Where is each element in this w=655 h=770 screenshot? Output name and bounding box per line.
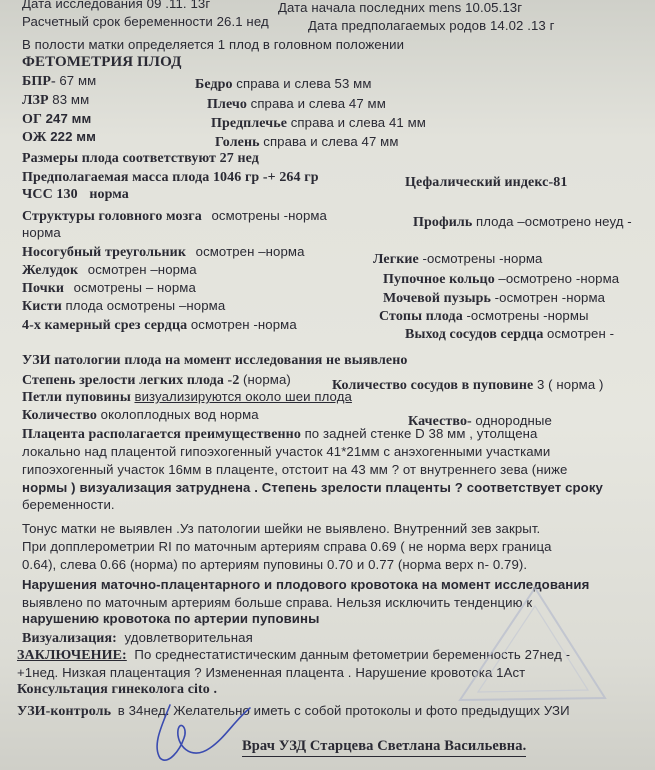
placenta-line-1 [22,425,537,443]
doctor-signature: Врач УЗД Старцева Светлана Васильевна. [242,738,526,757]
stomach-label: Желудок [22,263,79,278]
conclusion-line-1: По среднестатистическим данным фетометрии беременность 27нед - [134,647,571,662]
forearm-label: Предплечье [211,116,288,131]
stomach-value: осмотрен –норма [87,262,197,277]
heart-row [22,316,297,334]
visualization-value: удовлетворительная [124,630,253,645]
control-label: УЗИ-контроль [17,704,112,719]
shin-label: Голень [215,135,260,150]
cord-loops-value: визуализируются около шеи плода [134,389,352,404]
brain-label: Структуры головного мозга [22,209,202,224]
profile-continuation: норма [22,225,61,240]
fetometry-title: ФЕТОМЕТРИЯ ПЛОД [22,54,182,70]
fluid-quality-value: однородные [475,413,552,428]
cord-loops-row [22,388,352,406]
bladder-row [383,289,605,307]
hands-row [22,297,225,315]
placenta-location-label: Плацента располагается преимущественно [22,427,301,442]
ozh-value: 222 мм [50,129,96,144]
fluid-label: Количество [22,408,98,423]
uterus-line: В полости матки определяется 1 плод в головном положении [22,37,405,52]
umbilical-ring-value: –осмотрено -норма [498,271,620,286]
bpr-label: БПР- [22,74,56,89]
vessels-row [405,325,614,343]
hands-value: плода осмотрены –норма [65,298,226,313]
profile-label: Профиль [413,215,473,230]
feet-row [379,307,589,325]
lzr-label: ЛЗР [22,93,49,108]
kidneys-row [22,279,196,297]
bpr-value: 67 мм [59,73,97,88]
ozh-label: ОЖ [22,130,47,145]
fluid-quality-label: Качество- [408,414,472,429]
doppler-line-5: нарушению кровотока по артерии пуповины [22,611,320,626]
gynecologist-consult: Консультация гинеколога cito . [17,682,218,697]
lungs-row [373,250,542,268]
cord-vessels-row [332,376,604,394]
shoulder-value: справа и слева 47 мм [250,96,386,111]
mens-date: Дата начала последних mens 10.05.13г [278,0,523,15]
bladder-label: Мочевой пузырь [383,291,492,306]
og-row [22,110,91,128]
lung-maturity-label: Степень зрелости легких плода -2 [22,373,240,388]
femur-value: справа и слева 53 мм [236,76,372,91]
og-value: 247 мм [45,111,92,126]
forearm-value: справа и слева 41 мм [290,115,426,130]
bladder-value: -осмотрен -норма [494,290,606,305]
stomach-row [22,261,197,279]
doppler-line-3: Нарушения маточно-плацентарного и плодового кровотока на момент исследования [22,577,590,592]
stamp-outline [440,580,610,710]
fluid-row [22,406,259,424]
shoulder-label: Плечо [207,97,248,112]
uterus-tone: Тонус матки не выявлен .Уз патологии шейки не выявлено. Внутренний зев закрыт. [22,521,541,536]
bpr-row [22,72,96,90]
profile-row [413,213,632,231]
ozh-row [22,128,96,146]
nasolabial-row [22,243,305,261]
conclusion-line-2: +1нед. Низкая плацентация ? Измененная плацента . Нарушение кровотока 1Аст [17,665,526,680]
heart-value: осмотрен -норма [190,317,297,332]
estimated-weight: Предполагаемая масса плода 1046 гр -+ 264 гр [22,170,319,185]
cord-vessels-label: Количество сосудов в пуповине [332,378,534,393]
lung-maturity-value: (норма) [243,372,291,387]
handwritten-scribble [140,700,260,770]
doppler-line-1: При допплерометрии RI по маточным артериям справа 0.69 ( не норма верх граница [22,539,552,554]
heart-rate-row [22,186,129,203]
doppler-line-4: выявлено по маточным артериям больше справа. Нельзя исключить тенденцию к [22,595,533,610]
forearm-row [211,114,426,132]
exam-date: Дата исследования 09 .11. 13г [22,0,211,11]
brain-row [22,207,327,225]
due-date: Дата предполагаемых родов 14.02 .13 г [308,18,555,33]
umbilical-ring-row [383,270,619,288]
placenta-line-4: нормы ) визуализация затруднена . Степень зрелости плаценты ? соответствует сроку [22,480,603,495]
feet-value: -осмотрены -нормы [466,308,589,323]
lzr-value: 83 мм [52,92,90,107]
og-label: ОГ [22,112,42,127]
fluid-value: околоплодных вод норма [100,407,259,422]
visualization-label: Визуализация: [22,631,117,646]
shin-value: справа и слева 47 мм [263,134,399,149]
placenta-line-5: беременности. [22,497,115,512]
kidneys-label: Почки [22,281,65,296]
feet-label: Стопы плода [379,309,463,324]
placenta-location-value: по задней стенке D 38 мм , утолщена [304,426,538,441]
lung-maturity-row [22,371,291,389]
kidneys-value: осмотрены – норма [73,280,196,295]
umbilical-ring-label: Пупочное кольцо [383,272,495,287]
visualization-row [22,629,253,647]
hands-label: Кисти [22,299,62,314]
vessels-label: Выход сосудов сердца [405,327,544,342]
cord-loops-label: Петли пуповины [22,390,131,405]
placenta-line-3: гипоэхогенный участок 16мм в плаценте, отстоит на 43 мм ? от внутреннего зева (ниже [22,462,568,477]
no-pathology: УЗИ патологии плода на момент исследования не выявлено [22,353,408,368]
shoulder-row [207,95,386,113]
brain-value: осмотрены -норма [211,208,327,223]
doppler-line-2: 0.64), слева 0.66 (норма) по артериям пуповины 0.70 и 0.77 (норма верх n- 0.79). [22,557,528,572]
heart-label: 4-х камерный срез сердца [22,318,188,333]
lzr-row [22,91,89,109]
lungs-value: -осмотрены -норма [422,251,543,266]
pregnancy-term: Расчетный срок беременности 26.1 нед [22,14,269,29]
shin-row [215,133,398,151]
heart-rate-value: норма [89,187,129,202]
femur-row [195,75,372,93]
cord-vessels-value: 3 ( норма ) [536,377,604,392]
femur-label: Бедро [195,77,233,92]
profile-value: плода –осмотрено неуд - [476,214,632,229]
placenta-line-2: локально над плацентой гипоэхогенный участок 41*21мм с анэхогенными участками [22,444,551,459]
control-value: в 34нед. Желательно иметь с собой протоколы и фото предыдущих УЗИ [117,703,570,718]
conclusion-label: ЗАКЛЮЧЕНИЕ: [17,648,127,663]
vessels-value: осмотрен - [547,326,615,341]
nasolabial-label: Носогубный треугольник [22,245,187,260]
lungs-label: Легкие [373,252,419,267]
sizes-match: Размеры плода соответствуют 27 нед [22,151,259,166]
nasolabial-value: осмотрен –норма [195,244,305,259]
cephalic-index: Цефалический индекс-81 [405,175,568,190]
heart-rate-label: ЧСС 130 [22,187,78,202]
